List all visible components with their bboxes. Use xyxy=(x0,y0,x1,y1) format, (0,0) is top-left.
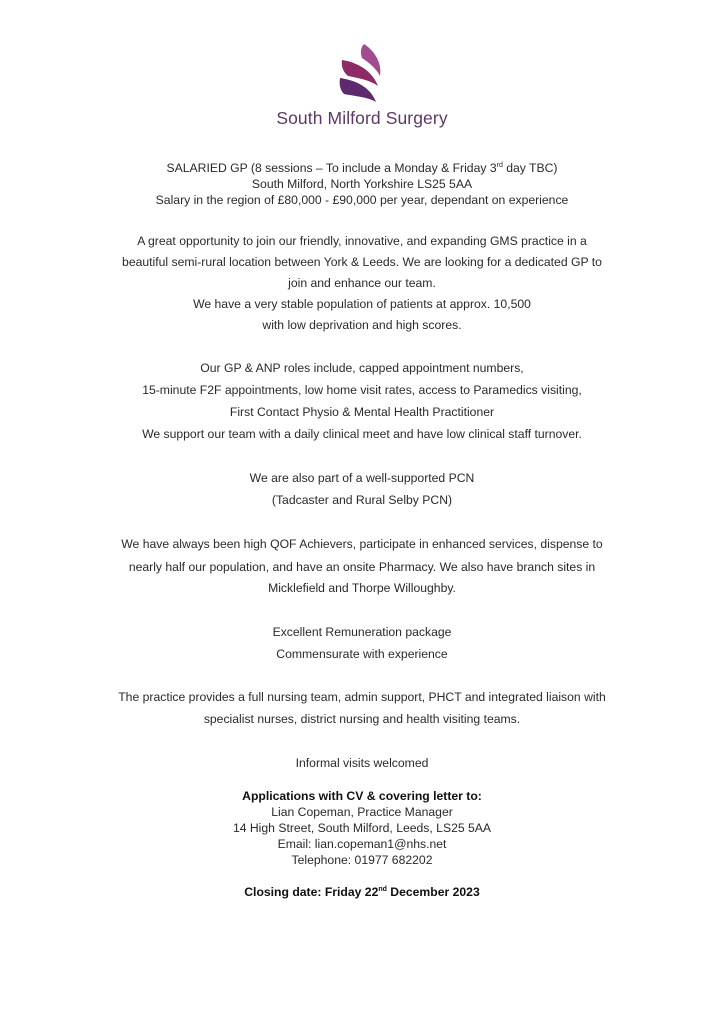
qof-line: We have always been high QOF Achievers, participate in enhanced services, dispense to xyxy=(121,537,603,551)
pcn-line: (Tadcaster and Rural Selby PCN) xyxy=(271,493,453,507)
job-location: South Milford, North Yorkshire LS25 5AA xyxy=(251,177,473,191)
nursing-line: specialist nurses, district nursing and health visiting teams. xyxy=(203,712,521,726)
practice-name: South Milford Surgery xyxy=(276,108,448,128)
contact-email[interactable]: Email: lian.copeman1@nhs.net xyxy=(277,837,447,851)
informal-visits: Informal visits welcomed xyxy=(295,756,429,770)
job-title: SALARIED GP (8 sessions – To include a Monday & Friday 3rd day TBC) xyxy=(166,161,558,175)
job-salary: Salary in the region of £80,000 - £90,000 per year, dependant on experience xyxy=(155,193,569,207)
roles-line: Our GP & ANP roles include, capped appointment numbers, xyxy=(200,361,524,375)
pcn-line: We are also part of a well-supported PCN xyxy=(249,471,475,485)
applications-heading: Applications with CV & covering letter to: xyxy=(242,789,482,803)
qof-line: Micklefield and Thorpe Willoughby. xyxy=(268,581,456,595)
nursing-line: The practice provides a full nursing team, admin support, PHCT and integrated liaison with xyxy=(118,690,606,704)
contact-name: Lian Copeman, Practice Manager xyxy=(271,805,453,819)
remuneration-line: Commensurate with experience xyxy=(276,647,448,661)
roles-line: 15-minute F2F appointments, low home visit rates, access to Paramedics visiting, xyxy=(142,383,582,397)
intro-line: A great opportunity to join our friendly, innovative, and expanding GMS practice in a xyxy=(137,234,587,248)
intro-line: beautiful semi-rural location between York & Leeds. We are looking for a dedicated GP to xyxy=(122,255,602,269)
qof-line: nearly half our population, and have an onsite Pharmacy. We also have branch sites in xyxy=(128,560,596,574)
intro-line: join and enhance our team. xyxy=(288,276,436,290)
contact-telephone: Telephone: 01977 682202 xyxy=(291,853,433,867)
closing-date: Closing date: Friday 22nd December 2023 xyxy=(244,885,480,899)
intro-line: with low deprivation and high scores. xyxy=(262,318,462,332)
roles-line: We support our team with a daily clinical meet and have low clinical staff turnover. xyxy=(142,427,582,441)
flame-swoosh-icon xyxy=(332,42,392,104)
intro-line: We have a very stable population of patients at approx. 10,500 xyxy=(193,297,531,311)
roles-line: First Contact Physio & Mental Health Practitioner xyxy=(229,405,495,419)
practice-logo xyxy=(0,42,724,129)
remuneration-line: Excellent Remuneration package xyxy=(272,625,452,639)
contact-address: 14 High Street, South Milford, Leeds, LS25 5AA xyxy=(232,821,492,835)
